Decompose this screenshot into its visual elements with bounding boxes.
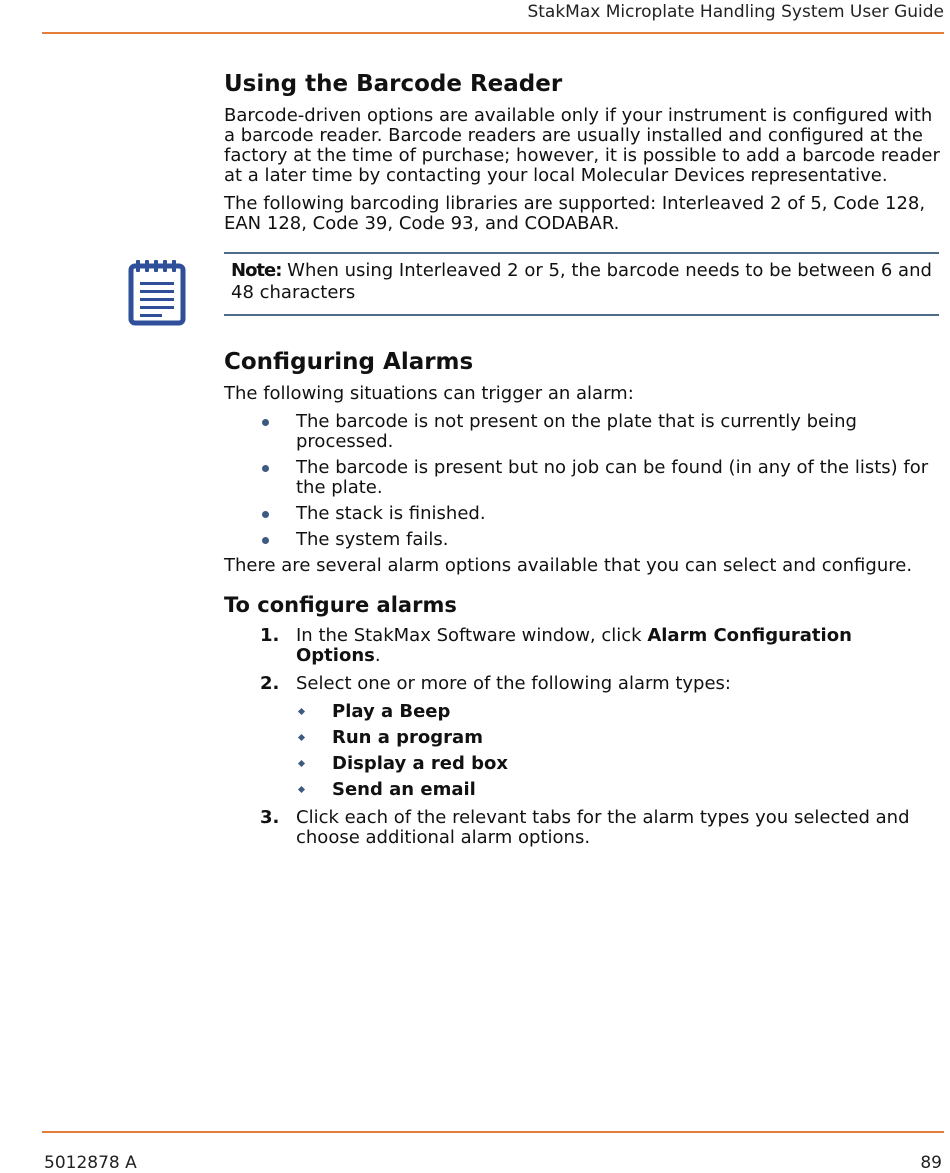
page-header: [42, 0, 944, 34]
note-box: [224, 252, 939, 316]
note-label: Note:: [231, 260, 282, 281]
alarm-type-item: Display a red box: [332, 754, 940, 774]
note-body: When using Interleaved 2 or 5, the barcode needs to be between 6 and 48 characters: [231, 260, 932, 303]
list-item: The system fails.: [296, 530, 940, 550]
notepad-icon: [128, 258, 186, 326]
section-heading-barcode: Using the Barcode Reader: [224, 71, 563, 97]
document-number: 5012878 A: [44, 1153, 137, 1173]
alarm-type-item: Send an email: [332, 780, 940, 800]
note-text: [231, 260, 933, 304]
list-item: The barcode is not present on the plate that is currently being processed.: [296, 412, 940, 452]
step-1-text: In the StakMax Software window, click: [296, 625, 648, 646]
step-1-bold: Alarm Configuration Options: [296, 625, 852, 666]
page-footer: [42, 1131, 944, 1171]
step-3-text: Click each of the relevant tabs for the alarm types you selected and choose additional alarm options.: [296, 807, 910, 848]
procedure-steps: [224, 626, 940, 848]
page-content: [224, 70, 940, 856]
step-1-post: .: [374, 645, 381, 666]
page-number: 89: [920, 1153, 942, 1173]
step-2: [260, 673, 940, 800]
step-number: 2.: [260, 673, 280, 694]
alarms-intro: The following situations can trigger an alarm:: [224, 383, 634, 404]
step-number: 3.: [260, 807, 280, 828]
alarm-type-item: Run a program: [332, 728, 940, 748]
alarm-types-list: [296, 702, 940, 800]
step-number: 1.: [260, 625, 280, 646]
barcode-paragraph-2: The following barcoding libraries are supported: Interleaved 2 of 5, Code 128, EAN 128, Code 39, Code 93, and CODABAR.: [224, 193, 926, 234]
alarms-outro: There are several alarm options available that you can select and configure.: [224, 555, 913, 576]
step-3: [260, 807, 940, 848]
step-2-text: Select one or more of the following alarm types:: [296, 673, 731, 694]
list-item: The stack is finished.: [296, 504, 940, 524]
procedure-heading: To configure alarms: [224, 593, 457, 617]
list-item: The barcode is present but no job can be found (in any of the lists) for the plate.: [296, 458, 940, 498]
alarm-triggers-list: [224, 412, 940, 550]
alarm-type-item: Play a Beep: [332, 702, 940, 722]
header-title: StakMax Microplate Handling System User Guide: [527, 2, 944, 22]
step-1: [260, 625, 940, 666]
section-heading-alarms: Configuring Alarms: [224, 349, 474, 375]
barcode-paragraph-1: Barcode-driven options are available only if your instrument is configured with a barcode reader. Barcode readers are usually installed and configured at the factory at the time of purchase; however, it is possible to add a barcode reader at a later time by contacting your local Molecular Devices representative.: [224, 105, 940, 186]
